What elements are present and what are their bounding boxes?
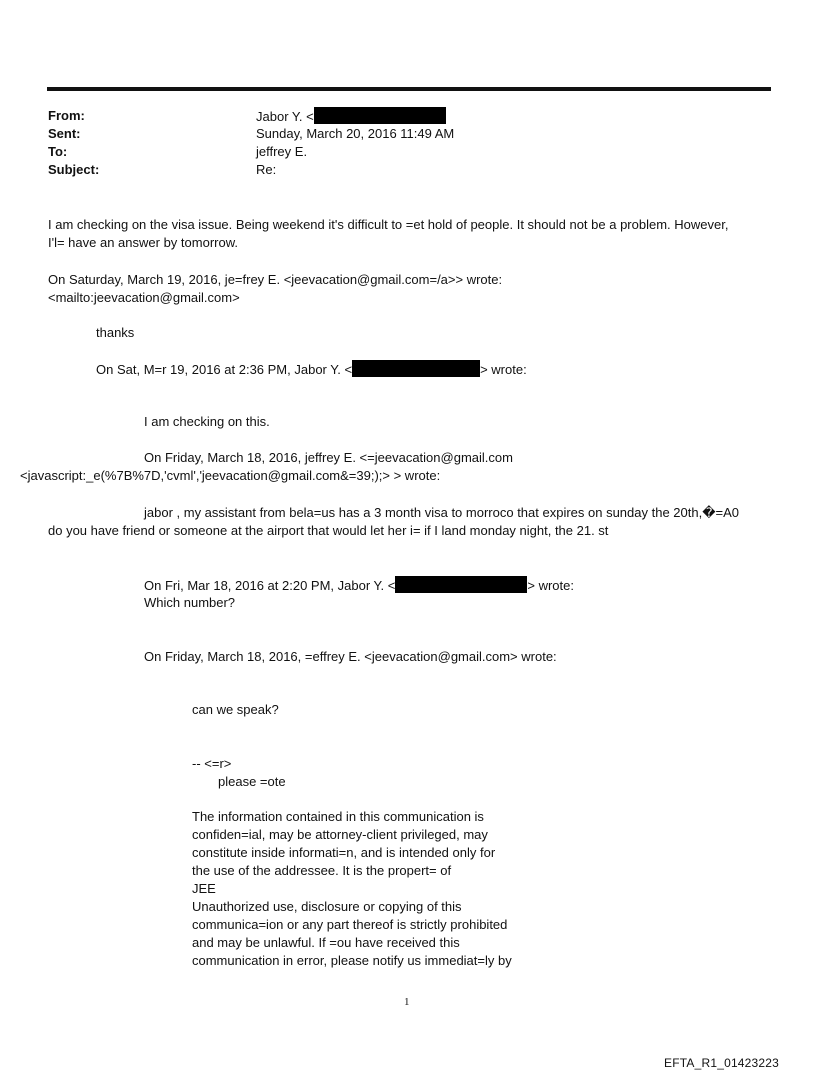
quote-header: On Friday, March 18, 2016, jeffrey E. <=jeevacation@gmail.com bbox=[144, 450, 513, 465]
disclaimer-line: constitute inside informati=n, and is intended only for bbox=[192, 845, 496, 860]
quote-header: <javascript:_e(%7B%7D,'cvml','jeevacation@gmail.com&=39;);> > wrote: bbox=[20, 468, 441, 483]
redaction-box bbox=[395, 576, 527, 593]
body-line: do you have friend or someone at the airport that would let her i= if I land monday night, the 21. st bbox=[48, 523, 609, 538]
to-label: To: bbox=[48, 144, 68, 159]
disclaimer-line: and may be unlawful. If =ou have received this bbox=[192, 935, 460, 950]
from-row bbox=[48, 107, 548, 125]
subject-value: Re: bbox=[256, 162, 277, 177]
body-line: can we speak? bbox=[192, 702, 279, 717]
from-label: From: bbox=[48, 108, 85, 123]
subject-row bbox=[48, 161, 548, 179]
quote-header: <mailto:jeevacation@gmail.com> bbox=[48, 290, 240, 305]
quote-header: On Friday, March 18, 2016, =effrey E. <jeevacation@gmail.com> wrote: bbox=[144, 649, 557, 664]
header-rule bbox=[47, 87, 771, 91]
quote-header: On Saturday, March 19, 2016, je=frey E. <jeevacation@gmail.com=/a>> wrote: bbox=[48, 272, 503, 287]
body-line: Which number? bbox=[144, 595, 236, 610]
body-line: I am checking on the visa issue. Being weekend it's difficult to =et hold of people. It should not be a problem. However, bbox=[48, 217, 729, 232]
disclaimer-line: JEE bbox=[192, 881, 216, 896]
disclaimer-line: communica=ion or any part thereof is strictly prohibited bbox=[192, 917, 508, 932]
body-line: thanks bbox=[96, 325, 135, 340]
sent-value: Sunday, March 20, 2016 11:49 AM bbox=[256, 126, 455, 141]
to-value: jeffrey E. bbox=[256, 144, 308, 159]
subject-label: Subject: bbox=[48, 162, 100, 177]
disclaimer-line: communication in error, please notify us immediat=ly by bbox=[192, 953, 512, 968]
quote-header: On Sat, M=r 19, 2016 at 2:36 PM, Jabor Y. < > wrote: bbox=[96, 362, 527, 377]
page-number: 1 bbox=[404, 996, 410, 1008]
body-line: jabor , my assistant from bela=us has a 3 month visa to morroco that expires on sunday the 20th,�=A0 bbox=[144, 505, 740, 520]
from-value: Jabor Y. < bbox=[256, 107, 446, 126]
disclaimer-line: The information contained in this communication is bbox=[192, 809, 484, 824]
signature-line: please =ote bbox=[218, 774, 286, 789]
redaction-box bbox=[314, 107, 446, 124]
body-line: I am checking on this. bbox=[144, 414, 270, 429]
redaction-box bbox=[352, 360, 480, 377]
body-line: I'l= have an answer by tomorrow. bbox=[48, 235, 238, 250]
sent-label: Sent: bbox=[48, 126, 81, 141]
document-id: EFTA_R1_01423223 bbox=[664, 1056, 780, 1070]
disclaimer-line: Unauthorized use, disclosure or copying of this bbox=[192, 899, 462, 914]
quote-header: On Fri, Mar 18, 2016 at 2:20 PM, Jabor Y. < > wrote: bbox=[144, 578, 574, 593]
signature-line: -- <=r> bbox=[192, 756, 232, 771]
disclaimer-line: the use of the addressee. It is the propert= of bbox=[192, 863, 452, 878]
disclaimer-line: confiden=ial, may be attorney-client privileged, may bbox=[192, 827, 488, 842]
to-row bbox=[48, 143, 548, 161]
sent-row bbox=[48, 125, 548, 143]
